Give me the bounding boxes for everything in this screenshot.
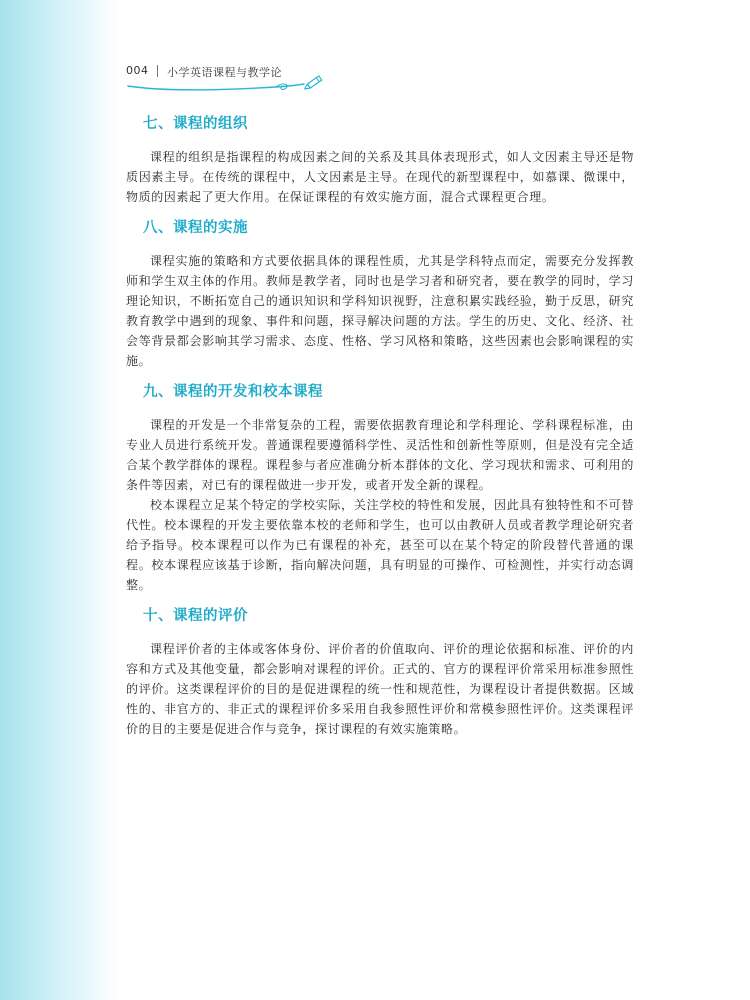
section-development — [126, 382, 634, 595]
main-content — [126, 114, 634, 739]
paragraph: 课程实施的策略和方式要依据具体的课程性质，尤其是学科特点而定，需要充分发挥教师和学生双主体的作用。教师是教学者，同时也是学习者和研究者，要在教学的同时，学习理论知识，不断拓宽自己的通识知识和学科知识视野，注意积累实践经验，勤于反思，研究教育教学中遇到的现象、事件和问题，探寻解决问题的方法。学生的历史、文化、经济、社会等背景都会影响其学习需求、态度、性格、学习风格和策略，这些因素也会影响课程的实施。 — [126, 254, 634, 368]
running-header — [126, 64, 686, 94]
section-organization — [126, 114, 634, 207]
section-implementation — [126, 218, 634, 371]
book-title: 小学英语课程与教学论 — [167, 66, 282, 79]
page-number: 004 — [126, 64, 149, 77]
paragraph: 课程的开发是一个非常复杂的工程，需要依据教育理论和学科理论、学科课程标准，由专业人员进行系统开发。普通课程要遵循科学性、灵活性和创新性等原则，但是没有完全适合某个教学群体的课程。课程参与者应准确分析本群体的文化、学习现状和需求、可利用的条件等因素，对已有的课程做进一步开发，或者开发全新的课程。 — [126, 418, 634, 492]
paragraph: 课程的组织是指课程的构成因素之间的关系及其具体表现形式，如人文因素主导还是物质因素主导。在传统的课程中，人文因素是主导。在现代的新型课程中，如慕课、微课中，物质的因素起了更大作用。在保证课程的有效实施方面，混合式课程更合理。 — [126, 150, 634, 204]
paragraph: 课程评价者的主体或客体身份、评价者的价值取向、评价的理论依据和标准、评价的内容和方式及其他变量，都会影响对课程的评价。正式的、官方的课程评价常采用标准参照性的评价。这类课程评价的目的是促进课程的统一性和规范性，为课程设计者提供数据。区域性的、非官方的、非正式的课程评价多采用自我参照性评价和常模参照性评价。这类课程评价的目的主要是促进合作与竞争，探讨课程的有效实施策略。 — [126, 642, 634, 736]
section-heading: 七、课程的组织 — [143, 116, 248, 132]
paragraph: 校本课程立足某个特定的学校实际，关注学校的特性和发展，因此具有独特性和不可替代性。校本课程的开发主要依靠本校的老师和学生，也可以由教研人员或者教学理论研究者给予指导。校本课程可以作为已有课程的补充，甚至可以在某个特定的阶段替代普通的课程。校本课程应该基于诊断，指向解决问题，具有明显的可操作、可检测性，并实行动态调整。 — [126, 498, 634, 592]
section-evaluation — [126, 606, 634, 739]
section-heading: 八、课程的实施 — [143, 220, 248, 236]
section-heading: 十、课程的评价 — [143, 608, 248, 624]
pencil-icon — [126, 72, 336, 94]
section-heading: 九、课程的开发和校本课程 — [143, 384, 323, 400]
page-edge-strip — [0, 0, 120, 1000]
